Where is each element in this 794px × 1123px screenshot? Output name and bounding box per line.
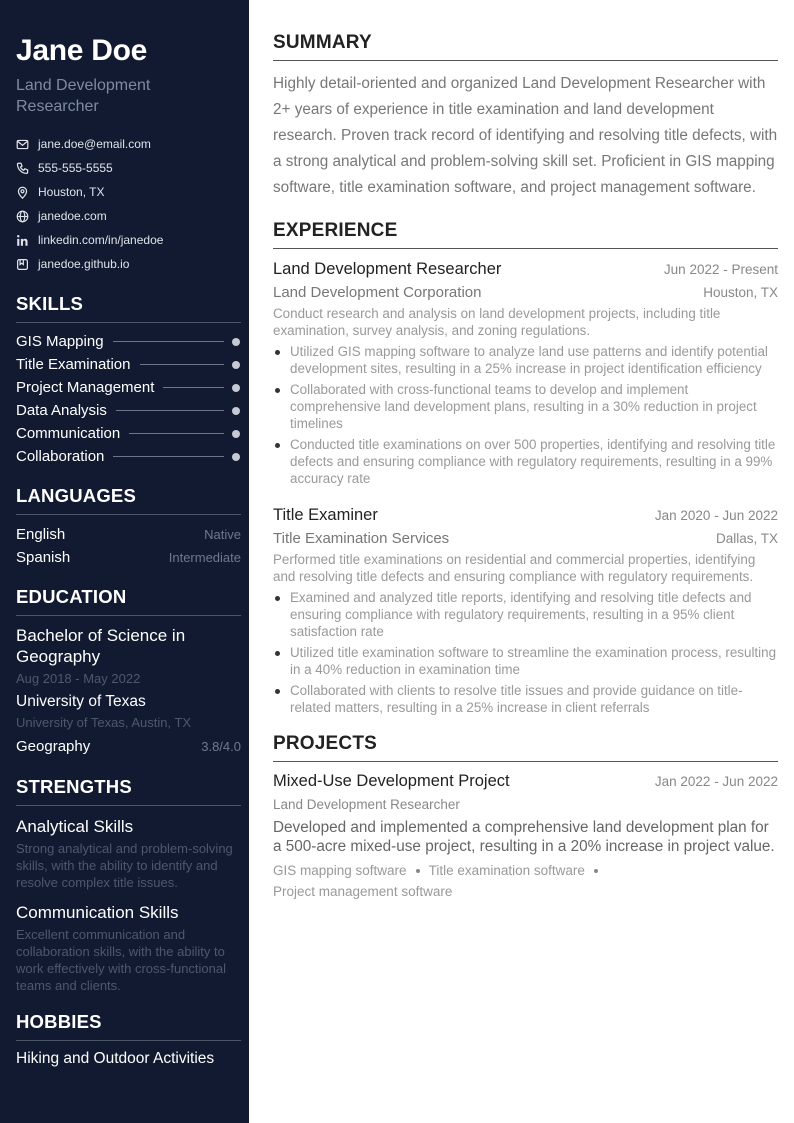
project-tag (273, 881, 452, 902)
phone-icon (16, 162, 29, 175)
job-bullet: Utilized title examination software to streamline the examination process, resulting in a 40% reduction in examination time (273, 644, 778, 678)
skill-item (16, 376, 241, 399)
skill-dot (232, 430, 240, 438)
skills-heading: SKILLS (16, 292, 241, 323)
job-subheader (273, 526, 778, 549)
skill-label: Project Management (16, 379, 155, 396)
strength-title: Analytical Skills (16, 817, 134, 836)
contact-list (16, 132, 241, 276)
education-gpa: 3.8/4.0 (201, 738, 241, 754)
job-subheader (273, 280, 778, 303)
job-company: Land Development Corporation (273, 284, 482, 301)
project-tag-label: Project management software (273, 884, 453, 899)
mail-icon (16, 138, 29, 151)
job-dates: Jan 2020 - Jun 2022 (654, 508, 778, 523)
project-entry (273, 770, 778, 902)
skill-line (113, 456, 224, 457)
education-school: University of Texas (16, 693, 146, 710)
hobby-item: Hiking and Outdoor Activities (16, 1050, 215, 1067)
language-name: Spanish (16, 549, 71, 566)
strengths-heading: STRENGTHS (16, 775, 241, 806)
skill-line (116, 410, 224, 411)
contact-phone[interactable] (16, 156, 241, 180)
contact-website-text: janedoe.com (38, 209, 107, 223)
skill-line (129, 433, 224, 434)
project-tag-label: Title examination software (428, 863, 585, 878)
job-dates: Jun 2022 - Present (663, 262, 778, 277)
summary-text: Highly detail-oriented and organized Land Development Researcher with 2+ years of experience in title examination and land development research. Proven track record of identifying and resolving title defects, with a strong analytical and problem-solving skill set. Proficient in GIS mapping software, title examination software, and project management software. (273, 75, 778, 196)
strength-title: Communication Skills (16, 903, 179, 922)
skill-item (16, 422, 241, 445)
project-dates: Jan 2022 - Jun 2022 (654, 774, 778, 789)
contact-location (16, 180, 241, 204)
skill-label: GIS Mapping (16, 333, 104, 350)
language-item (16, 546, 241, 569)
job-title: Title Examiner (273, 506, 378, 524)
contact-website[interactable] (16, 204, 241, 228)
sidebar (0, 0, 249, 1123)
skill-line (163, 387, 224, 388)
skill-line (140, 364, 225, 365)
linkedin-icon (16, 234, 29, 247)
job-bullet: Utilized GIS mapping software to analyze land use patterns and identify potential development sites, resulting in a 25% increase in project identification efficiency (273, 343, 778, 377)
job-bullet: Collaborated with cross-functional teams to develop and implement comprehensive land development plans, resulting in a 30% reduction in project timelines (273, 381, 778, 432)
languages-list (16, 523, 241, 569)
skill-label: Title Examination (16, 356, 131, 373)
language-name: English (16, 526, 66, 543)
job-bullets (273, 589, 778, 716)
job-title: Land Development Researcher (273, 260, 502, 278)
strength-desc: Strong analytical and problem-solving skills, with the ability to identify and resolve complex title issues. (16, 841, 233, 890)
job-entry (273, 504, 778, 716)
project-tags (273, 860, 778, 902)
education-heading: EDUCATION (16, 585, 241, 616)
skill-dot (232, 453, 240, 461)
job-location: Dallas, TX (715, 531, 778, 546)
skill-label: Data Analysis (16, 402, 107, 419)
project-tag (429, 860, 607, 881)
language-level: Intermediate (168, 550, 241, 565)
job-location: Houston, TX (703, 285, 778, 300)
skill-item (16, 353, 241, 376)
skill-line (113, 341, 224, 342)
job-company: Title Examination Services (273, 530, 450, 547)
job-description: Performed title examinations on residential and commercial properties, identifying and resolving title defects and ensuring compliance with regulatory requirements. (273, 552, 756, 584)
education-degree: Bachelor of Science in Geography (16, 626, 186, 666)
skills-list (16, 330, 241, 468)
contact-email-text: jane.doe@email.com (38, 137, 151, 151)
job-bullet: Conducted title examinations on over 500 properties, identifying and resolving title defects and ensuring compliance with regulatory requirements, resulting in a 99% accuracy rate (273, 436, 778, 487)
job-header (273, 258, 778, 280)
job-bullet: Collaborated with clients to resolve title issues and provide guidance on title-related matters, resulting in a 25% increase in client referrals (273, 682, 778, 716)
skill-item (16, 445, 241, 468)
project-tag (273, 860, 429, 881)
job-bullets (273, 343, 778, 487)
main-content (273, 30, 778, 902)
education-location: University of Texas, Austin, TX (16, 715, 192, 730)
candidate-name: Jane Doe (16, 34, 147, 67)
job-header (273, 504, 778, 526)
contact-linkedin[interactable] (16, 228, 241, 252)
education-field-row (16, 736, 241, 756)
project-title: Mixed-Use Development Project (273, 772, 510, 790)
experience-heading: EXPERIENCE (273, 218, 778, 249)
contact-location-text: Houston, TX (38, 185, 105, 199)
education-dates: Aug 2018 - May 2022 (16, 671, 141, 686)
strength-desc: Excellent communication and collaboration skills, with the ability to work effectively with cross-functional teams and clients. (16, 927, 227, 993)
skill-dot (232, 338, 240, 346)
tag-separator-dot (594, 869, 598, 873)
language-item (16, 523, 241, 546)
tag-separator-dot (416, 869, 420, 873)
projects-heading: PROJECTS (273, 731, 778, 762)
project-description: Developed and implemented a comprehensive land development plan for a 500-acre mixed-use project, resulting in a 20% increase in project value. (273, 819, 775, 855)
location-icon (16, 186, 29, 199)
contact-github[interactable] (16, 252, 241, 276)
candidate-role: Land Development Researcher (16, 77, 151, 115)
github-icon (16, 258, 29, 271)
job-entry (273, 258, 778, 487)
summary-heading: SUMMARY (273, 30, 778, 61)
globe-icon (16, 210, 29, 223)
contact-github-text: janedoe.github.io (38, 257, 130, 271)
skill-label: Communication (16, 425, 121, 442)
project-header (273, 770, 778, 792)
project-role: Land Development Researcher (273, 797, 460, 812)
skill-item (16, 330, 241, 353)
job-bullet: Examined and analyzed title reports, identifying and resolving title defects and ensuring compliance with regulatory requirements, resulting in a 95% client satisfaction rate (273, 589, 778, 640)
skill-dot (232, 384, 240, 392)
contact-phone-text: 555-555-5555 (38, 161, 113, 175)
project-tag-label: GIS mapping software (273, 863, 407, 878)
skill-dot (232, 361, 240, 369)
contact-email[interactable] (16, 132, 241, 156)
skill-dot (232, 407, 240, 415)
education-field: Geography (16, 737, 91, 755)
job-description: Conduct research and analysis on land development projects, including title examination, survey analysis, and zoning regulations. (273, 306, 721, 338)
languages-heading: LANGUAGES (16, 484, 241, 515)
hobbies-heading: HOBBIES (16, 1010, 241, 1041)
skill-label: Collaboration (16, 448, 105, 465)
language-level: Native (204, 527, 241, 542)
contact-linkedin-text: linkedin.com/in/janedoe (38, 233, 164, 247)
skill-item (16, 399, 241, 422)
